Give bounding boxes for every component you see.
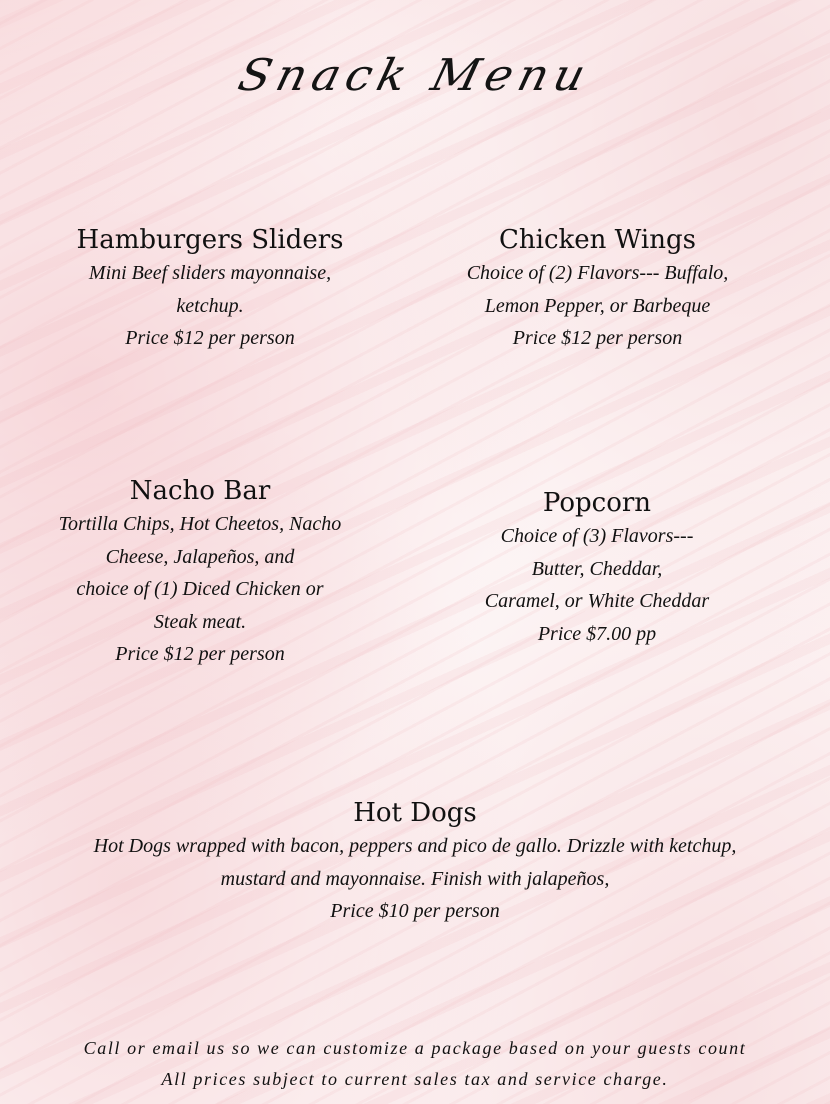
item-description-line: Caramel, or White Cheddar: [484, 590, 710, 612]
menu-item-hot-dogs: [60, 796, 770, 928]
item-description-line: Hot Dogs wrapped with bacon, peppers and pico de gallo. Drizzle with ketchup,: [93, 835, 737, 857]
footer-contact-line: Call or email us so we can customize a package based on your guests count: [83, 1038, 747, 1058]
item-description-line: Butter, Cheddar,: [531, 557, 663, 580]
item-description-line: ketchup.: [176, 294, 244, 317]
footer-tax-line: All prices subject to current sales tax and service charge.: [161, 1069, 669, 1089]
footer-note: [0, 1033, 830, 1095]
item-name: Hamburgers Sliders: [76, 225, 344, 255]
item-description-line: Cheese, Jalapeños, and: [105, 545, 295, 568]
item-name: Hot Dogs: [353, 798, 477, 828]
item-description-line: Mini Beef sliders mayonnaise,: [88, 262, 332, 284]
item-name: Popcorn: [542, 488, 652, 518]
item-name: Chicken Wings: [499, 225, 696, 255]
item-price: Price $12 per person: [125, 327, 295, 349]
menu-item-chicken-wings: [425, 223, 770, 355]
menu-title: Snack Menu: [233, 49, 597, 101]
menu-item-hamburger-sliders: [50, 223, 370, 355]
item-price: Price $7.00 pp: [537, 622, 657, 645]
item-description-line: Choice of (2) Flavors--- Buffalo,: [466, 262, 729, 284]
item-price: Price $10 per person: [330, 900, 500, 922]
item-price: Price $12 per person: [512, 327, 683, 349]
item-name: Nacho Bar: [129, 476, 271, 506]
item-description-line: mustard and mayonnaise. Finish with jalapeños,: [220, 867, 610, 890]
item-description-line: Lemon Pepper, or Barbeque: [484, 294, 711, 317]
item-description-line: Tortilla Chips, Hot Cheetos, Nacho: [58, 513, 342, 535]
item-description-line: choice of (1) Diced Chicken or: [76, 578, 324, 600]
item-description-line: Steak meat.: [153, 610, 247, 633]
menu-item-popcorn: [452, 486, 742, 650]
menu-item-nacho-bar: [45, 474, 355, 671]
item-description-line: Choice of (3) Flavors---: [500, 525, 694, 547]
item-price: Price $12 per person: [115, 643, 285, 665]
